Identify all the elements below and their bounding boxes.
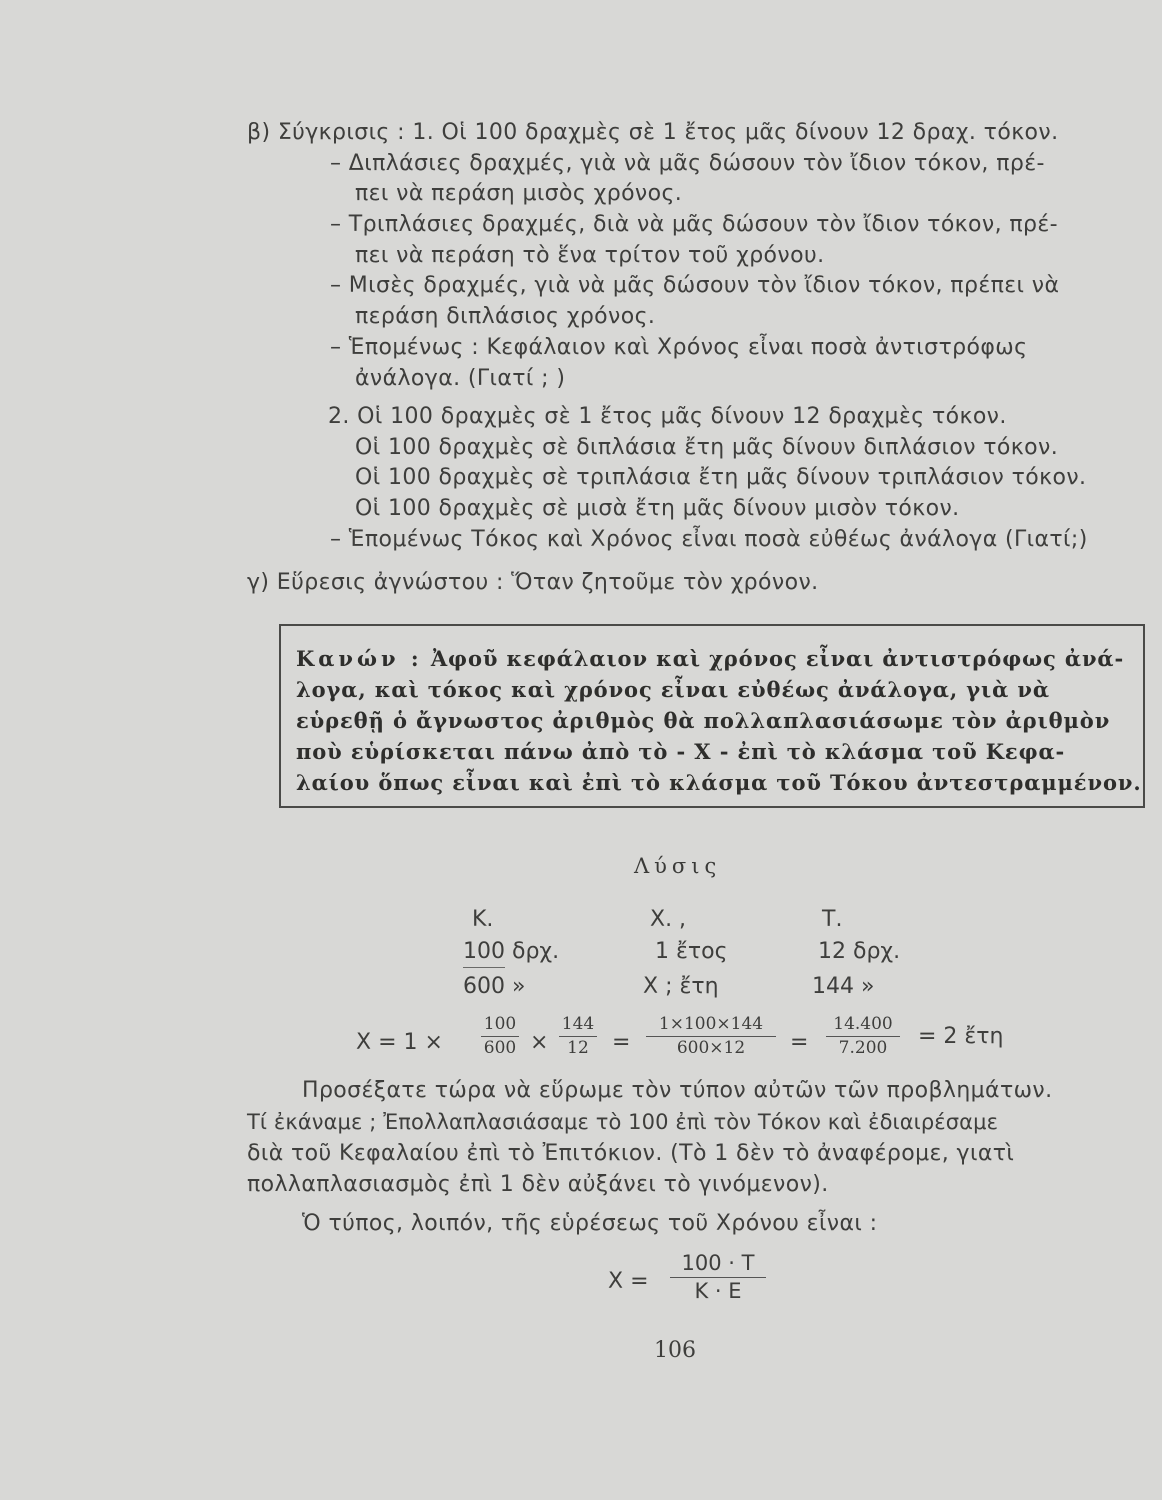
section-b-line-8: – Ἑπομένως : Κεφάλαιον καὶ Χρόνος εἶναι ποσὰ ἀντιστρόφως [330,335,1028,360]
rule-label: Κανών : [296,646,423,671]
equals-sign-2: = [790,1030,809,1055]
explanation-line-4: πολλαπλασιασμὸς ἐπὶ 1 δὲν αὐξάνει τὸ γινόμενον). [247,1172,829,1197]
section-b-line-11: Οἱ 100 δραχμὲς σὲ διπλάσια ἔτη μᾶς δίνουν διπλάσιον τόκον. [355,435,1059,460]
rule-line-4: ποὺ εὑρίσκεται πάνω ἀπὸ τὸ - Χ - ἐπὶ τὸ κλάσμα τοῦ Κεφα- [296,739,1066,764]
fraction-interest [559,1016,597,1057]
fraction-result-num: 14.400 [833,1014,893,1034]
fraction-capital-num: 100 [483,1014,517,1034]
fraction-product-num: 1×100×144 [658,1014,764,1034]
formula-denominator: Κ · Ε [694,1279,742,1303]
section-b-line-13: Οἱ 100 δραχμὲς σὲ μισὰ ἔτη μᾶς δίνουν μισὸν τόκον. [355,496,960,521]
header-k: Κ. [472,907,494,932]
rule-line-5: λαίου ὅπως εἶναι καὶ ἐπὶ τὸ κλάσμα τοῦ Τόκου ἀντεστραμμένον. [296,770,1142,795]
row1-capital: 100 δρχ. [463,939,560,964]
formula-numerator: 100 · Τ [681,1251,755,1275]
section-c-line: γ) Εὕρεσις ἀγνώστου : Ὅταν ζητοῦμε τὸν χρόνον. [247,570,819,595]
rule-text-1: Ἀφοῦ κεφάλαιον καὶ χρόνος εἶναι ἀντιστρόφως ἀνά- [430,646,1125,671]
fraction-interest-num: 144 [561,1014,595,1034]
header-t: Τ. [822,907,843,932]
equals-sign-1: = [612,1030,631,1055]
rule-line-1 [296,648,1124,669]
fraction-product-den: 600×12 [676,1038,746,1058]
section-b-line-9: ἀνάλογα. (Γιατί ; ) [355,366,566,391]
fraction-capital-bar [481,1036,519,1037]
fraction-result-bar [826,1036,900,1037]
section-b-line-12: Οἱ 100 δραχμὲς σὲ τριπλάσια ἔτη μᾶς δίνουν τριπλάσιον τόκον. [355,465,1087,490]
formula-bar [670,1277,766,1278]
section-b-line-14: – Ἑπομένως Τόκος καὶ Χρόνος εἶναι ποσὰ εὐθέως ἀνάλογα (Γιατί;) [330,527,1088,552]
fraction-result [826,1016,900,1057]
fraction-product-bar [646,1036,776,1037]
fraction-capital [481,1016,519,1057]
section-b-line-7: περάση διπλάσιος χρόνος. [355,304,656,329]
formula-fraction [670,1253,766,1302]
explanation-line-5: Ὁ τύπος, λοιπόν, τῆς εὑρέσεως τοῦ Χρόνου εἶναι : [302,1211,878,1236]
times-sign: × [530,1030,549,1055]
explanation-line-3: διὰ τοῦ Κεφαλαίου ἐπὶ τὸ Ἐπιτόκιον. (Τὸ 1 δὲν τὸ ἀναφέρομε, γιατὶ [247,1141,1015,1166]
fraction-product [646,1016,776,1057]
formula-lhs: Χ = [608,1269,649,1294]
section-b-line-10: 2. Οἱ 100 δραχμὲς σὲ 1 ἔτος μᾶς δίνουν 12 δραχμὲς τόκον. [328,404,1007,429]
rule-line-3: εὑρεθῇ ὁ ἄγνωστος ἀριθμὸς θὰ πολλαπλασιάσωμε τὸν ἀριθμὸν [296,708,1111,733]
capital-underline [463,967,505,968]
fraction-result-den: 7.200 [838,1038,888,1058]
row1-time: 1 ἔτος [655,939,728,964]
row1-interest: 12 δρχ. [818,939,901,964]
header-x: Χ. , [650,907,687,932]
explanation-line-1: Προσέξατε τώρα νὰ εὕρωμε τὸν τύπον αὐτῶν τῶν προβλημάτων. [302,1078,1053,1103]
solution-title: Λύσις [634,854,722,878]
row2-time: Χ ; ἔτη [643,974,719,999]
rule-line-2: λογα, καὶ τόκος καὶ χρόνος εἶναι εὐθέως ἀνάλογα, γιὰ νὰ [296,677,1050,702]
section-b-line-5: πει νὰ περάση τὸ ἕνα τρίτον τοῦ χρόνου. [355,243,825,268]
section-b-line-1: β) Σύγκρισις : 1. Οἱ 100 δραχμὲς σὲ 1 ἔτος μᾶς δίνουν 12 δραχ. τόκον. [247,120,1059,145]
section-b-line-6: – Μισὲς δραχμές, γιὰ νὰ μᾶς δώσουν τὸν ἴδιον τόκον, πρέπει νὰ [330,273,1060,298]
row2-interest: 144 » [812,974,875,999]
fraction-interest-den: 12 [567,1038,589,1058]
fraction-interest-bar [559,1036,597,1037]
section-b-line-4: – Τριπλάσιες δραχμές, διὰ νὰ μᾶς δώσουν τὸν ἴδιον τόκον, πρέ- [330,212,1059,237]
row2-capital: 600 » [463,974,526,999]
fraction-capital-den: 600 [483,1038,517,1058]
section-b-line-3: πει νὰ περάση μισὸς χρόνος. [355,181,683,206]
section-b-line-2: – Διπλάσιες δραχμές, γιὰ νὰ μᾶς δώσουν τὸν ἴδιον τόκον, πρέ- [330,151,1045,176]
page-number: 106 [654,1338,696,1363]
equation-result: = 2 ἔτη [918,1024,1004,1049]
equation-lhs: Χ = 1 × [356,1030,443,1055]
explanation-line-2: Τί ἐκάναμε ; Ἐπολλαπλασιάσαμε τὸ 100 ἐπὶ τὸν Τόκον καὶ ἐδιαιρέσαμε [247,1110,999,1134]
